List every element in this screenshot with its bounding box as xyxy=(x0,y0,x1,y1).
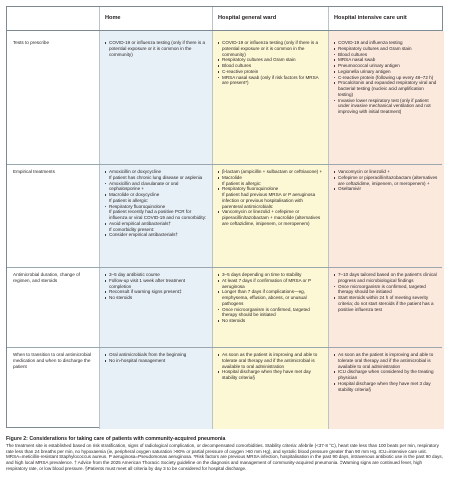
column-divider xyxy=(328,7,329,429)
list-item: Amoxicillin and clavulanate or oral cephalosporine + xyxy=(104,181,208,193)
list-item: Hospital discharge when they have met 3 day stability criteria§ xyxy=(333,381,440,393)
row-divider xyxy=(7,164,442,165)
condition-text: If comorbidity present: xyxy=(109,226,155,232)
list-item: 3–5 days depending on time to stability xyxy=(217,272,324,278)
header-icu: Hospital intensive care unit xyxy=(334,15,407,21)
condition-text: If patient had previous MRSA or P aeruginosa infection or previous hospitalisation with parenteral antimicrobials: xyxy=(222,192,316,209)
table-header-row xyxy=(7,7,442,31)
list-item: Respiratory fluoroquinolone xyxy=(217,186,324,192)
list-item: Follow-up visit 1 week after treatment completion xyxy=(104,278,208,290)
bullet-icon xyxy=(218,211,220,213)
row-label-treatments: Empirical treatments xyxy=(13,169,55,174)
list-item: As soon as the patient is improving and able to tolerate oral therapy and if the antimicrobial is available to oral administration xyxy=(333,352,440,369)
list-item: Respiratory cultures and Gram stain xyxy=(333,46,440,52)
list-item: Macrolide or doxycycline xyxy=(104,192,208,198)
list-item: Oseltamivir xyxy=(333,186,440,192)
list-item: β-lactam (ampicillin + sulbactam or ceftriaxone) + xyxy=(217,169,324,175)
list-item: Macrolide xyxy=(217,175,324,181)
list-item: C-reactive protein xyxy=(217,69,324,75)
list-item: No steroids xyxy=(104,295,208,301)
condition-text: If patient has chronic lung disease or asplenia xyxy=(109,174,203,180)
figure-caption xyxy=(6,436,444,472)
condition-text: If patient recently had a positive PCR for influenza or viral COVID-19 and no comorbidity: xyxy=(109,209,207,220)
list-item: COVID-19 and influenza testing xyxy=(333,40,440,46)
list-item: Amoxicillin or doxycycline xyxy=(104,169,208,175)
bullet-icon xyxy=(218,177,220,179)
list-item: COVID-19 or influenza testing (only if there is a potential exposure or it is common in the community) xyxy=(104,40,208,57)
condition-text: If patient is allergic: xyxy=(109,197,149,203)
cell-discharge-icu xyxy=(333,352,440,392)
list-item: 7–10 days tailored based on the patient's clinical progress and microbiological findings xyxy=(333,272,440,284)
cell-discharge-ward xyxy=(217,352,324,381)
header-ward: Hospital general ward xyxy=(218,15,277,21)
list-item: Vancomycin or linezolid + cefepime or piperacillin/tazobactam + macrolide (alternatives are ceftazidime, imipenem, or meropenem) xyxy=(217,209,324,226)
row-divider xyxy=(7,347,442,348)
list-item: Blood cultures xyxy=(217,63,324,69)
list-item: Hospital discharge when they have met day stability criteria§ xyxy=(217,369,324,381)
cell-duration-home xyxy=(104,272,208,301)
list-item: MRSA nasal swab (only if risk factors for MRSA are present*) xyxy=(217,75,324,87)
list-item: 3–5 day antibiotic course xyxy=(104,272,208,278)
list-item: Respiratory cultures and Gram stain xyxy=(217,57,324,63)
cell-duration-ward xyxy=(217,272,324,324)
cell-tests-ward xyxy=(217,40,324,86)
list-item: ICU discharge when considered by the treating physician xyxy=(333,369,440,381)
row-label-discharge: When to transition to oral antimicrobial medication and when to discharge the patient xyxy=(13,352,92,369)
column-divider xyxy=(99,7,100,429)
cell-duration-icu xyxy=(333,272,440,312)
caption-body: The treatment site is established based on risk stratification, signs of radiological complication, or decompensated comorbidities. Stability criteria: afebrile (<37·8 °C), heart rate less than 100 beats per min, respiratory rate less than 24 breaths per min, no hypoxaemia (ie, peripheral oxygen saturation >90% or partial pressure of oxygen >60 mm Hg), and systolic blood pressure greater than 90 mm Hg. ICU=intensive care unit. MRSA=meticillin-resistant Staphylococcus aureus. P aeruginosa=Pseudomonas aeruginosa. *Risk factors are previous MRSA infection, hospitalisation in the past 90 days, intravenous antibiotic use in the past 90 days, and high local MRSA prevalence. † Advice from the 2025 American Thoracic Society guideline on the diagnosis and management of community-acquired pneumonia. ‡Warning signs are continued fever, high respiratory rate, or low blood pressure. §Patients must meet all criteria by day 3 to be considered for hospital discharge. xyxy=(6,443,443,471)
list-item: Cefepime or piperacillin/tazobactam (alternatives are ceftazidime, imipenem, or meropenem) + xyxy=(333,175,440,187)
list-item: No in-hospital management xyxy=(104,358,208,364)
cell-discharge-home xyxy=(104,352,208,364)
header-home: Home xyxy=(105,15,121,21)
list-item: Once microorganism is confirmed, targeted therapy should be initiated xyxy=(217,307,324,319)
list-item: Avoid empirical antibacterials† xyxy=(104,221,208,227)
bullet-icon xyxy=(218,171,220,173)
bullet-icon xyxy=(105,234,107,236)
list-item: Procalcitonin and expanded respiratory viral and bacterial testing (nucleic acid amplification testing) xyxy=(333,80,440,97)
bullet-icon xyxy=(105,183,107,185)
bullet-icon xyxy=(105,206,107,208)
column-divider xyxy=(212,7,213,429)
list-item: Reconsult if warning signs present‡ xyxy=(104,289,208,295)
bullet-icon xyxy=(218,188,220,190)
row-label-tests: Tests to prescribe xyxy=(13,40,49,45)
bullet-icon xyxy=(105,223,107,225)
list-item: As soon as the patient is improving and able to tolerate oral therapy and if the antimicrobial is available to oral administration xyxy=(217,352,324,369)
list-item: C-reactive protein (following up every 48–72 h) xyxy=(333,75,440,81)
list-item: Consider empirical antibacterials† xyxy=(104,232,208,238)
header-empty xyxy=(7,7,99,31)
cell-treatments-home xyxy=(104,169,208,238)
bullet-icon xyxy=(105,194,107,196)
list-item: COVID-19 or influenza testing (only if there is a potential exposure or it is common in the community) xyxy=(217,40,324,57)
list-item: Oral antimicrobials from the beginning xyxy=(104,352,208,358)
caption-title: Figure 2: Considerations for taking care of patients with community-acquired pneumonia xyxy=(6,436,226,442)
bullet-icon xyxy=(105,171,107,173)
list-item: Vancomycin or linezolid + xyxy=(333,169,440,175)
row-label-duration: Antimicrobial duration, change of regimen, and steroids xyxy=(13,272,80,283)
bullet-icon xyxy=(334,177,336,179)
list-item: Invasive lower respiratory test (only if patient under invasive mechanical ventilation and not improving with initial treatment) xyxy=(333,98,440,115)
list-item: At least 7 days if confirmation of MRSA or P aeruginosa xyxy=(217,278,324,290)
cell-treatments-icu xyxy=(333,169,440,192)
condition-text: If patient is allergic: xyxy=(222,180,262,186)
cell-tests-home xyxy=(104,40,208,57)
bullet-icon xyxy=(334,188,336,190)
cell-treatments-ward xyxy=(217,169,324,227)
list-item: Longer than 7 days if complications—eg, emphysema, effusion, abcess, or unusual pathogens xyxy=(217,289,324,306)
list-item: Once microorganism is confirmed, targeted therapy should be initiated xyxy=(333,284,440,296)
list-item: Pneumococcal urinary antigen xyxy=(333,63,440,69)
row-divider xyxy=(7,267,442,268)
list-item: No steroids xyxy=(217,318,324,324)
list-item: Respiratory fluoroquinolone xyxy=(104,204,208,210)
bullet-icon xyxy=(334,171,336,173)
column-labels xyxy=(7,31,99,429)
list-item: Start steroids within 24 h of meeting severity criteria; do not start steroids if the patient has a positive influenza test xyxy=(333,295,440,312)
cell-tests-icu xyxy=(333,40,440,115)
list-item: Blood cultures xyxy=(333,52,440,58)
list-item: Legionella urinary antigen xyxy=(333,69,440,75)
care-considerations-table xyxy=(6,6,443,428)
list-item: MRSA nasal swab xyxy=(333,57,440,63)
